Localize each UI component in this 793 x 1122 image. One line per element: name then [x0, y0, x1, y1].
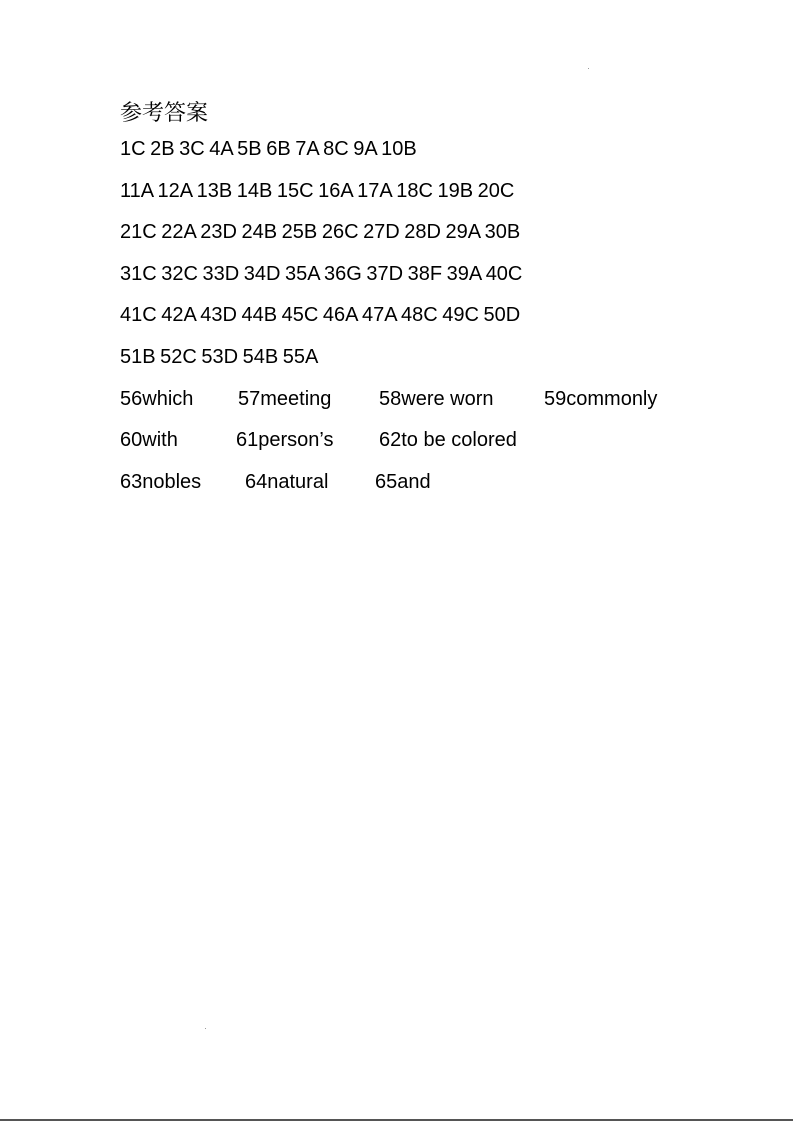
answer-line: 1C 2B 3C 4A 5B 6B 7A 8C 9A 10B — [120, 138, 417, 160]
fill-answer: 62to be colored — [379, 429, 517, 452]
fill-answer: 64natural — [245, 470, 329, 493]
answer-line: 11A 12A 13B 14B 15C 16A 17A 18C 19B 20C — [120, 179, 515, 202]
fill-answer-row — [120, 384, 740, 426]
fill-answer-row — [120, 467, 740, 509]
fill-answer-row — [120, 425, 740, 467]
page-bottom-border — [0, 1119, 793, 1121]
fill-answer: 63nobles — [120, 470, 202, 493]
fill-answer: 58were worn — [379, 387, 494, 410]
fill-answer: 60with — [120, 429, 178, 452]
fill-answer: 56which — [120, 387, 194, 410]
answer-key — [120, 134, 740, 508]
fill-answer: 57meeting — [238, 387, 332, 410]
page-title: 参考答案 — [120, 101, 209, 126]
answer-line: 41C 42A 43D 44B 45C 46A 47A 48C 49C 50D — [120, 304, 521, 327]
fill-answer: 61person’s — [236, 429, 334, 452]
scan-speck — [205, 1028, 206, 1029]
fill-answer: 59commonly — [544, 387, 658, 410]
answer-line: 51B 52C 53D 54B 55A — [120, 345, 319, 368]
fill-answer: 65and — [375, 470, 431, 493]
answer-line: 21C 22A 23D 24B 25B 26C 27D 28D 29A 30B — [120, 221, 521, 244]
scan-speck — [588, 68, 589, 69]
answer-line: 31C 32C 33D 34D 35A 36G 37D 38F 39A 40C — [120, 262, 523, 285]
